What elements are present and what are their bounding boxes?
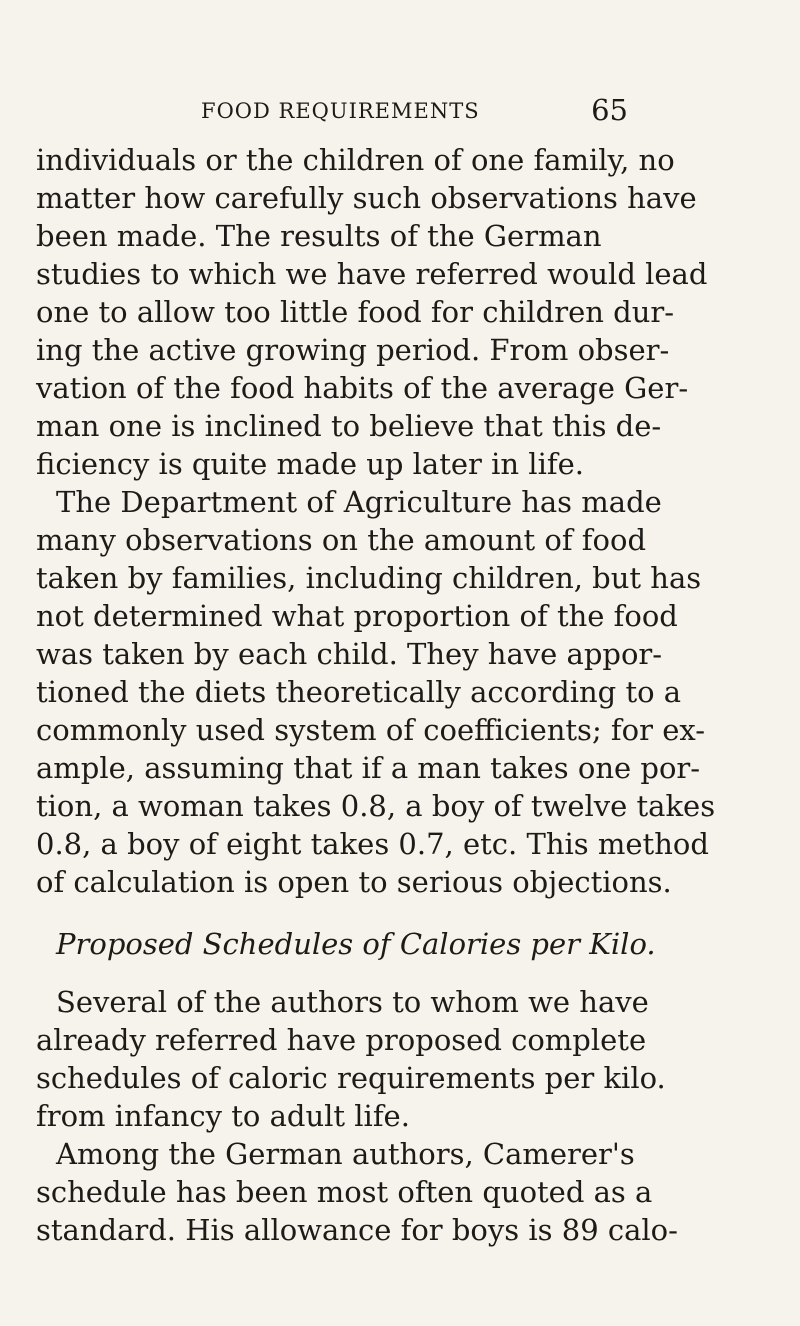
text-line: vation of the food habits of the average Ger- xyxy=(36,371,689,405)
text-line: from infancy to adult life. xyxy=(36,1099,410,1133)
text-line: tion, a woman takes 0.8, a boy of twelve takes xyxy=(36,789,716,823)
text-line: man one is inclined to believe that this de- xyxy=(36,409,662,443)
text-line: ing the active growing period. From obser- xyxy=(36,333,670,367)
text-line: individuals or the children of one family, no xyxy=(36,143,675,177)
text-line: many observations on the amount of food xyxy=(36,523,647,557)
text-line: schedules of caloric requirements per kilo. xyxy=(36,1061,666,1095)
text-line: taken by families, including children, but has xyxy=(36,561,702,595)
text-line: ample, assuming that if a man takes one por- xyxy=(36,751,701,785)
section-heading: Proposed Schedules of Calories per Kilo. xyxy=(56,927,656,961)
text-line: matter how carefully such observations have xyxy=(36,181,697,215)
text-line: 0.8, a boy of eight takes 0.7, etc. This method xyxy=(36,827,709,861)
page-number: 65 xyxy=(591,93,628,127)
text-line: Among the German authors, Camerer's xyxy=(56,1137,635,1171)
text-line: one to allow too little food for children dur- xyxy=(36,295,675,329)
text-line: ficiency is quite made up later in life. xyxy=(36,447,584,481)
text-line: commonly used system of coefficients; for ex- xyxy=(36,713,706,747)
running-title: FOOD REQUIREMENTS xyxy=(201,99,480,123)
text-line: been made. The results of the German xyxy=(36,219,602,253)
text-line: standard. His allowance for boys is 89 calo- xyxy=(36,1213,678,1247)
text-line: The Department of Agriculture has made xyxy=(56,485,662,519)
text-line: of calculation is open to serious objections. xyxy=(36,865,672,899)
text-line: schedule has been most often quoted as a xyxy=(36,1175,653,1209)
text-line: tioned the diets theoretically according to a xyxy=(36,675,682,709)
text-line: Several of the authors to whom we have xyxy=(56,985,649,1019)
text-line: already referred have proposed complete xyxy=(36,1023,647,1057)
text-line: not determined what proportion of the food xyxy=(36,599,678,633)
running-head xyxy=(36,93,628,133)
text-line: was taken by each child. They have appor- xyxy=(36,637,663,671)
text-line: studies to which we have referred would lead xyxy=(36,257,708,291)
